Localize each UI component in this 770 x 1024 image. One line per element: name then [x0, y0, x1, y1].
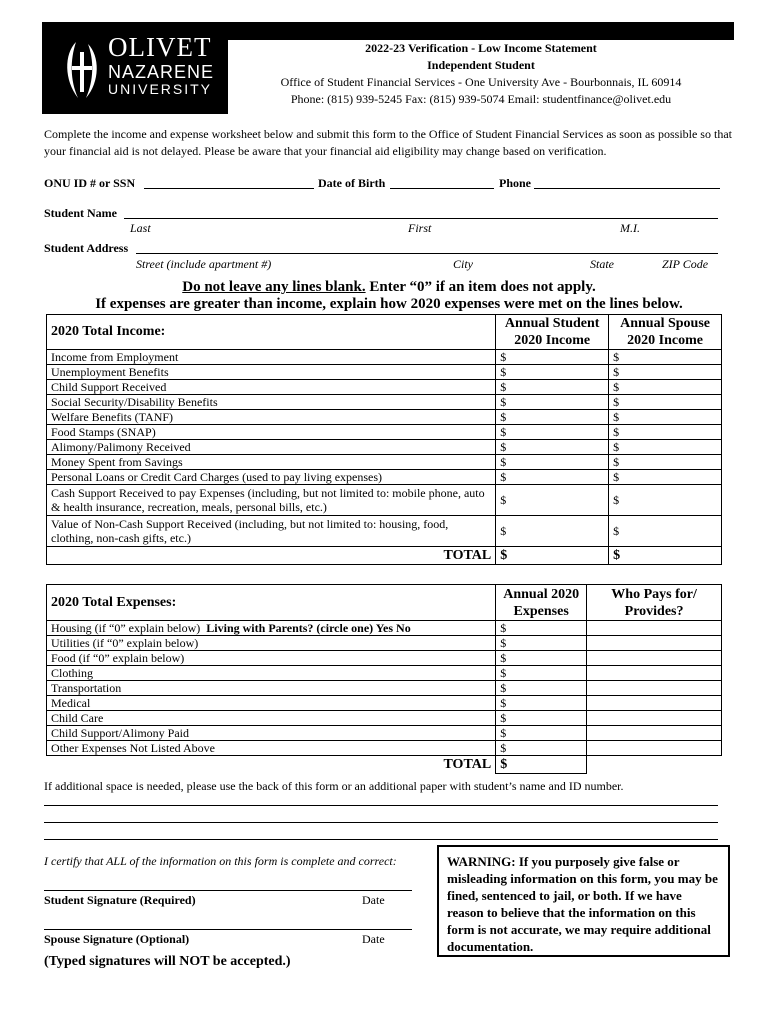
dollar-sign: $: [500, 681, 507, 695]
expense-row: [47, 681, 722, 696]
income-total-student[interactable]: [496, 547, 609, 565]
expense-amount[interactable]: [496, 726, 587, 741]
address-zip-hint: ZIP Code: [662, 257, 709, 271]
income-table-title: 2020 Total Income:: [47, 315, 496, 350]
dollar-sign: $: [500, 410, 507, 424]
instructions-rest: Enter “0” if an item does not apply.: [365, 279, 596, 295]
expense-row-label: Food (if “0” explain below): [47, 651, 496, 666]
dollar-sign: $: [500, 455, 507, 469]
expenses-col-amount: Annual 2020 Expenses: [496, 585, 587, 621]
income-amount-spouse[interactable]: [609, 410, 722, 425]
dollar-sign: $: [500, 756, 508, 772]
income-amount-student[interactable]: [496, 440, 609, 455]
income-row: [47, 380, 722, 395]
expenses-table-title: 2020 Total Expenses:: [47, 585, 496, 621]
id-row: [44, 176, 734, 192]
expense-who-pays[interactable]: [587, 666, 722, 681]
dollar-sign: $: [613, 350, 620, 364]
income-amount-student[interactable]: [496, 470, 609, 485]
income-row: [47, 485, 722, 516]
income-row: [47, 365, 722, 380]
logo-word-university: UNIVERSITY: [108, 81, 213, 97]
income-amount-student[interactable]: [496, 380, 609, 395]
expense-row-label: Clothing: [47, 666, 496, 681]
expense-amount[interactable]: [496, 696, 587, 711]
income-row: [47, 425, 722, 440]
income-row: [47, 516, 722, 547]
income-amount-spouse[interactable]: [609, 440, 722, 455]
dollar-sign: $: [613, 440, 620, 454]
expense-who-pays[interactable]: [587, 741, 722, 756]
expense-amount[interactable]: [496, 741, 587, 756]
expense-amount[interactable]: [496, 681, 587, 696]
dollar-sign: $: [500, 726, 507, 740]
income-row-label: Cash Support Received to pay Expenses (including, but not limited to: mobile phone, auto & health insurance, recreation, meals, personal bills, etc.): [47, 485, 496, 516]
expense-row-housing: [47, 621, 496, 636]
expense-row-label: Utilities (if “0” explain below): [47, 636, 496, 651]
id-field[interactable]: [144, 188, 314, 189]
dollar-sign: $: [613, 365, 620, 379]
dollar-sign: $: [613, 524, 620, 538]
dollar-sign: $: [500, 547, 508, 563]
expense-row: [47, 726, 722, 741]
income-amount-spouse[interactable]: [609, 485, 722, 516]
income-row-label: Income from Employment: [47, 350, 496, 365]
dollar-sign: $: [613, 455, 620, 469]
income-row: [47, 395, 722, 410]
expense-row: [47, 651, 722, 666]
income-row: [47, 470, 722, 485]
income-amount-student[interactable]: [496, 395, 609, 410]
spouse-signature-label: Spouse Signature (Optional): [44, 932, 190, 946]
expense-row: [47, 696, 722, 711]
expense-amount-housing[interactable]: [496, 621, 587, 636]
phone-label: Phone: [499, 176, 532, 190]
dollar-sign: $: [500, 380, 507, 394]
address-label: Student Address: [44, 241, 129, 255]
income-row-label: Money Spent from Savings: [47, 455, 496, 470]
expense-row-label: Transportation: [47, 681, 496, 696]
id-label: ONU ID # or SSN: [44, 176, 136, 190]
warning-box: WARNING: If you purposely give false or misleading information on this form, you may be fined, sentenced to jail, or both. If we have reason to believe that the information on this form is not accurate, we may require additional documentation.: [437, 845, 730, 957]
dollar-sign: $: [500, 636, 507, 650]
spouse-signature-line[interactable]: [44, 929, 412, 930]
form-subtitle: Independent Student: [427, 58, 535, 72]
income-amount-spouse[interactable]: [609, 350, 722, 365]
income-amount-student[interactable]: [496, 365, 609, 380]
dollar-sign: $: [613, 425, 620, 439]
dollar-sign: $: [613, 470, 620, 484]
dollar-sign: $: [500, 711, 507, 725]
dollar-sign: $: [500, 350, 507, 364]
explanation-line-2[interactable]: [44, 822, 718, 823]
cross-flame-icon: [62, 40, 102, 100]
income-amount-student[interactable]: [496, 455, 609, 470]
address-state-hint: State: [590, 257, 614, 271]
dollar-sign: $: [500, 621, 507, 635]
income-row-label: Value of Non-Cash Support Received (including, but not limited to: housing, food, clothing, non-cash gifts, etc.): [47, 516, 496, 547]
explanation-line-3[interactable]: [44, 839, 718, 840]
dollar-sign: $: [500, 741, 507, 755]
dollar-sign: $: [500, 470, 507, 484]
expense-row-label: Medical: [47, 696, 496, 711]
instructions-emphasis: Do not leave any lines blank.: [182, 279, 366, 295]
expense-who-pays[interactable]: [587, 681, 722, 696]
student-signature-label: Student Signature (Required): [44, 893, 196, 907]
student-date-label: Date: [362, 893, 385, 907]
housing-label: Housing (if “0” explain below): [51, 621, 201, 635]
expenses-total-label: TOTAL: [47, 756, 496, 774]
address-street-hint: Street (include apartment #): [136, 257, 272, 271]
dollar-sign: $: [613, 547, 621, 563]
income-row: [47, 350, 722, 365]
expense-row: [47, 636, 722, 651]
office-address: Office of Student Financial Services - One University Ave - Bourbonnais, IL 60914: [280, 75, 682, 89]
living-with-parents-question[interactable]: Living with Parents? (circle one) Yes No: [206, 621, 411, 635]
dollar-sign: $: [500, 493, 507, 507]
logo-word-nazarene: NAZARENE: [108, 62, 215, 82]
income-table: [46, 314, 722, 565]
income-amount-student[interactable]: [496, 485, 609, 516]
expense-row-label: Child Support/Alimony Paid: [47, 726, 496, 741]
form-title: 2022-23 Verification - Low Income Statement: [365, 41, 597, 55]
dob-label: Date of Birth: [318, 176, 386, 190]
income-amount-spouse[interactable]: [609, 455, 722, 470]
expense-row: [47, 666, 722, 681]
expense-who-pays[interactable]: [587, 726, 722, 741]
income-amount-student[interactable]: [496, 350, 609, 365]
income-row: [47, 410, 722, 425]
expenses-total-empty: [587, 756, 722, 774]
instructions-line-2: If expenses are greater than income, explain how 2020 expenses were met on the lines below.: [95, 296, 683, 312]
income-amount-spouse[interactable]: [609, 380, 722, 395]
income-amount-spouse[interactable]: [609, 516, 722, 547]
income-total-label: TOTAL: [47, 547, 496, 565]
instructions-line-1: [44, 279, 734, 296]
income-amount-student[interactable]: [496, 410, 609, 425]
spouse-date-label: Date: [362, 932, 385, 946]
income-col-spouse: Annual Spouse 2020 Income: [609, 315, 722, 350]
income-row: [47, 455, 722, 470]
dollar-sign: $: [613, 395, 620, 409]
expense-who-pays[interactable]: [587, 636, 722, 651]
name-field[interactable]: [124, 218, 718, 219]
expense-row: [47, 711, 722, 726]
typed-signature-note: (Typed signatures will NOT be accepted.): [44, 954, 291, 969]
income-row-label: Alimony/Palimony Received: [47, 440, 496, 455]
expense-row: [47, 741, 722, 756]
certify-statement: I certify that ALL of the information on this form is complete and correct:: [44, 854, 397, 868]
income-row-label: Personal Loans or Credit Card Charges (used to pay living expenses): [47, 470, 496, 485]
dollar-sign: $: [613, 380, 620, 394]
dollar-sign: $: [613, 493, 620, 507]
income-amount-spouse[interactable]: [609, 470, 722, 485]
expense-who-pays[interactable]: [587, 696, 722, 711]
income-amount-spouse[interactable]: [609, 395, 722, 410]
intro-paragraph: Complete the income and expense worksheet below and submit this form to the Office of Student Financial Services as soon as possible so that your financial aid is not delayed. Please be aware that your financial aid eligibility may change based on verification.: [44, 127, 732, 158]
expense-amount[interactable]: [496, 636, 587, 651]
university-logo: [42, 22, 228, 114]
expense-row-label: Child Care: [47, 711, 496, 726]
dollar-sign: $: [500, 524, 507, 538]
logo-word-olivet: OLIVET: [108, 32, 212, 62]
income-row-label: Welfare Benefits (TANF): [47, 410, 496, 425]
expenses-table: [46, 584, 722, 774]
income-amount-student[interactable]: [496, 516, 609, 547]
address-city-hint: City: [453, 257, 473, 271]
dollar-sign: $: [613, 410, 620, 424]
address-field[interactable]: [136, 253, 718, 254]
income-amount-student[interactable]: [496, 425, 609, 440]
additional-space-note: If additional space is needed, please use the back of this form or an additional paper with student’s name and ID number.: [44, 779, 624, 793]
income-row-label: Unemployment Benefits: [47, 365, 496, 380]
expense-amount[interactable]: [496, 651, 587, 666]
student-signature-line[interactable]: [44, 890, 412, 891]
dollar-sign: $: [500, 696, 507, 710]
name-mi-hint: M.I.: [620, 221, 640, 235]
expenses-total-amount[interactable]: [496, 756, 587, 774]
phone-field[interactable]: [534, 188, 720, 189]
expense-row-label: Other Expenses Not Listed Above: [47, 741, 496, 756]
income-amount-spouse[interactable]: [609, 425, 722, 440]
income-row-label: Child Support Received: [47, 380, 496, 395]
expense-amount[interactable]: [496, 711, 587, 726]
expenses-col-who-pays: Who Pays for/ Provides?: [587, 585, 722, 621]
income-row-label: Food Stamps (SNAP): [47, 425, 496, 440]
header-text: [228, 40, 734, 114]
dollar-sign: $: [500, 440, 507, 454]
expense-amount[interactable]: [496, 666, 587, 681]
income-row: [47, 440, 722, 455]
income-row-label: Social Security/Disability Benefits: [47, 395, 496, 410]
dob-field[interactable]: [390, 188, 494, 189]
explanation-line-1[interactable]: [44, 805, 718, 806]
expense-who-pays[interactable]: [587, 711, 722, 726]
office-contact: Phone: (815) 939-5245 Fax: (815) 939-5074 Email: studentfinance@olivet.edu: [290, 92, 672, 106]
dollar-sign: $: [500, 666, 507, 680]
income-amount-spouse[interactable]: [609, 365, 722, 380]
dollar-sign: $: [500, 651, 507, 665]
name-last-hint: Last: [130, 221, 151, 235]
expense-who-pays[interactable]: [587, 651, 722, 666]
name-first-hint: First: [408, 221, 432, 235]
income-col-student: Annual Student 2020 Income: [496, 315, 609, 350]
name-label: Student Name: [44, 206, 118, 220]
income-total-spouse[interactable]: [609, 547, 722, 565]
dollar-sign: $: [500, 395, 507, 409]
dollar-sign: $: [500, 425, 507, 439]
expense-who-housing[interactable]: [587, 621, 722, 636]
dollar-sign: $: [500, 365, 507, 379]
